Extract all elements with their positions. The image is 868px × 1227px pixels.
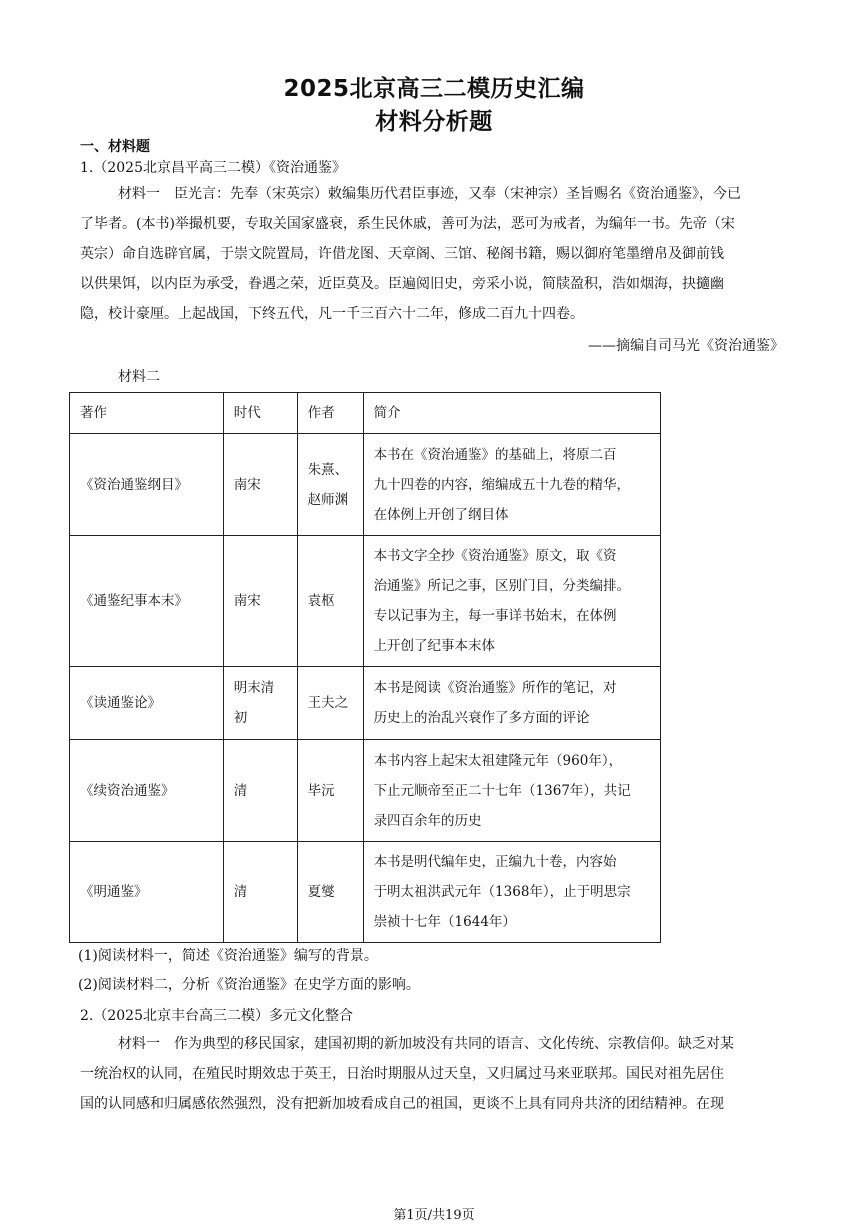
era-text: 初 — [233, 710, 248, 726]
intro-line: 崇祯十七年（1644年） — [373, 914, 516, 930]
q1-material-1-source: ——摘编自司马光《资治通鉴》 — [588, 338, 784, 354]
text-line: 了毕者。(本书)举撮机要，专取关国家盛衰，系生民休戚，善可为法，恶可为戒者，为编年一书。先帝（宋 — [80, 216, 735, 232]
author-text: 毕沅 — [307, 782, 335, 799]
text-line: 英宗）命自选辟官属，于崇文院置局，许借龙图、天章阁、三馆、秘阁书籍，赐以御府笔墨缯帛及御前钱 — [80, 246, 724, 262]
author-text: 夏燮 — [307, 884, 335, 900]
era-text: 南宋 — [233, 593, 261, 609]
question-1-heading: 1.（2025北京昌平高三二模）《资治通鉴》 — [80, 160, 346, 176]
text-line: 材料一 作为典型的移民国家，建国初期的新加坡没有共同的语言、文化传统、宗教信仰。缺乏对某 — [118, 1036, 734, 1052]
intro-line: 本书内容上起宋太祖建隆元年（960年）， — [373, 752, 623, 769]
intro-line: 下止元顺帝至正二十七年（1367年），共记 — [373, 782, 631, 799]
work-cell: 《通鉴纪事本末》 — [70, 536, 224, 667]
era-cell — [223, 536, 297, 667]
works-table — [69, 392, 661, 943]
q2-material-1 — [80, 1029, 786, 1119]
era-cell — [223, 434, 297, 536]
q1-material-2-label: 材料二 — [118, 369, 160, 385]
work-cell: 《资治通鉴纲目》 — [70, 434, 224, 536]
text-line: 国的认同感和归属感依然强烈，没有把新加坡看成自己的祖国，更谈不上具有同舟共济的团结精神。在现 — [80, 1096, 724, 1112]
author-cell — [297, 667, 363, 740]
intro-cell — [363, 434, 660, 536]
q1-material-1 — [80, 179, 786, 329]
intro-line: 专以记事为主，每一事详书始末，在体例 — [373, 608, 617, 624]
header-cell: 简介 — [363, 393, 660, 434]
q1-subquestion-2: (2)阅读材料二，分析《资治通鉴》在史学方面的影响。 — [78, 977, 420, 993]
author-cell — [297, 842, 363, 943]
header-cell: 时代 — [223, 393, 297, 434]
intro-line: 本书文字全抄《资治通鉴》原文，取《资 — [373, 548, 617, 564]
author-cell — [297, 740, 363, 842]
intro-line: 上开创了纪事本末体 — [373, 638, 496, 654]
author-cell — [297, 536, 363, 667]
era-text: 清 — [233, 884, 248, 900]
intro-line: 在体例上开创了纲目体 — [373, 506, 509, 523]
header-cell: 作者 — [297, 393, 363, 434]
intro-cell — [363, 842, 660, 943]
era-text: 南宋 — [233, 476, 261, 493]
table-row — [70, 434, 661, 536]
intro-line: 九十四卷的内容，缩编成五十九卷的精华， — [373, 476, 631, 493]
text-line: 隐，校计豪厘。上起战国，下终五代，凡一千三百六十二年，修成二百九十四卷。 — [80, 306, 584, 322]
text-line: 一统治权的认同，在殖民时期效忠于英王，日治时期服从过天皇，又归属过马来亚联邦。国民对祖先居住 — [80, 1066, 724, 1082]
era-cell — [223, 842, 297, 943]
document-subtitle: 材料分析题 — [375, 109, 493, 135]
text-line: 以供果饵，以内臣为承受，眷遇之荣，近臣莫及。臣遍阅旧史，旁采小说，简牍盈积，浩如烟海，抉擿幽 — [80, 276, 724, 292]
intro-cell — [363, 667, 660, 740]
table-header-row — [70, 393, 661, 434]
intro-line: 历史上的治乱兴衰作了多方面的评论 — [373, 710, 590, 726]
era-text: 明末清 — [233, 680, 275, 696]
intro-cell — [363, 740, 660, 842]
intro-line: 治通鉴》所记之事，区别门目，分类编排。 — [373, 578, 631, 594]
intro-cell — [363, 536, 660, 667]
era-cell — [223, 740, 297, 842]
section-heading: 一、材料题 — [80, 139, 150, 155]
table-row — [70, 740, 661, 842]
table-row — [70, 536, 661, 667]
author-text: 王夫之 — [307, 695, 349, 711]
text-line: 材料一 臣光言：先奉（宋英宗）敕编集历代君臣事迹，又奉（宋神宗）圣旨赐名《资治通鉴》，今已 — [118, 186, 741, 202]
header-cell: 著作 — [70, 393, 224, 434]
document-title: 2025北京高三二模历史汇编 — [283, 76, 585, 102]
table-row — [70, 842, 661, 943]
q1-subquestion-1: (1)阅读材料一，简述《资治通鉴》编写的背景。 — [78, 948, 378, 964]
intro-line: 本书是明代编年史，正编九十卷，内容始 — [373, 854, 617, 870]
table-row — [70, 667, 661, 740]
work-cell: 《明通鉴》 — [70, 842, 224, 943]
era-text: 清 — [233, 782, 248, 799]
intro-line: 于明太祖洪武元年（1368年），止于明思宗 — [373, 884, 631, 900]
question-2-heading: 2.（2025北京丰台高三二模）多元文化整合 — [80, 1008, 353, 1024]
intro-line: 本书是阅读《资治通鉴》所作的笔记，对 — [373, 680, 617, 696]
author-text: 赵师渊 — [307, 491, 349, 508]
era-cell — [223, 667, 297, 740]
author-cell — [297, 434, 363, 536]
work-cell: 《续资治通鉴》 — [70, 740, 224, 842]
page-footer: 第1页/共19页 — [393, 1208, 475, 1223]
intro-line: 录四百余年的历史 — [373, 812, 482, 829]
work-cell: 《读通鉴论》 — [70, 667, 224, 740]
intro-line: 本书在《资治通鉴》的基础上，将原二百 — [373, 446, 617, 463]
author-text: 朱熹、 — [307, 461, 349, 478]
author-text: 袁枢 — [307, 593, 335, 609]
